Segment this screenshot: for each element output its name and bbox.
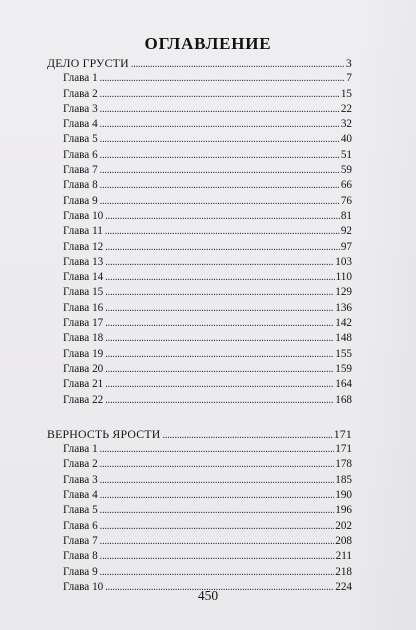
chapter-label: Глава 16 [63, 301, 104, 314]
chapter-label: Глава 9 [63, 565, 98, 578]
page-ref: 3 [345, 56, 352, 70]
toc-chapter-row [47, 209, 352, 224]
toc-chapter-row [47, 270, 352, 285]
dot-leader [105, 316, 334, 331]
page-ref: 66 [340, 179, 352, 192]
dot-leader [105, 377, 334, 392]
dot-leader [105, 393, 334, 408]
page-ref: 51 [340, 148, 352, 161]
dot-leader [100, 178, 340, 193]
toc-chapter-row [47, 565, 352, 580]
chapter-label: Глава 13 [63, 255, 104, 268]
toc-section [47, 427, 352, 595]
dot-leader [105, 240, 340, 255]
toc-chapter-row [47, 362, 352, 377]
dot-leader [105, 224, 340, 239]
page-ref: 171 [333, 426, 352, 441]
chapter-label: Глава 3 [63, 102, 98, 115]
dot-leader [131, 57, 345, 72]
chapter-label: Глава 10 [63, 209, 104, 222]
dot-leader [105, 347, 334, 362]
toc-chapter-row [47, 163, 352, 178]
page-ref: 202 [335, 519, 352, 532]
chapter-label: Глава 2 [63, 458, 98, 471]
chapter-label: Глава 8 [63, 550, 98, 563]
toc-chapter-row [47, 240, 352, 255]
dot-leader [105, 209, 340, 224]
chapter-label: Глава 9 [63, 194, 98, 207]
chapter-label: Глава 14 [63, 271, 104, 284]
toc-chapter-row [47, 194, 352, 209]
chapter-label: Глава 4 [63, 489, 98, 502]
page-ref: 103 [335, 255, 352, 268]
page-ref: 97 [340, 240, 352, 253]
chapter-label: Глава 12 [63, 240, 104, 253]
toc-part-row [47, 427, 352, 442]
page-ref: 136 [335, 301, 352, 314]
chapter-label: Глава 22 [63, 393, 104, 406]
dot-leader [100, 457, 335, 472]
toc-part-row [47, 56, 352, 71]
dot-leader [100, 534, 335, 549]
dot-leader [100, 117, 340, 132]
toc-chapter-row [47, 534, 352, 549]
dot-leader [100, 132, 340, 147]
page-ref: 218 [335, 565, 352, 578]
dot-leader [162, 428, 332, 443]
toc-chapter-row [47, 102, 352, 117]
chapter-label: Глава 5 [63, 504, 98, 517]
page-number: 450 [197, 588, 219, 603]
page-ref: 178 [335, 458, 352, 471]
page-ref: 155 [335, 347, 352, 360]
page-ref: 40 [340, 133, 352, 146]
part-title: ДЕЛО ГРУСТИ [47, 56, 129, 70]
toc-chapter-row [47, 473, 352, 488]
page-ref: 185 [335, 473, 352, 486]
dot-leader [100, 473, 335, 488]
page-ref: 76 [340, 194, 352, 207]
page-ref: 164 [335, 378, 352, 391]
toc-chapter-row [47, 549, 352, 564]
page-ref: 211 [335, 550, 352, 563]
toc-chapter-row [47, 393, 352, 408]
chapter-label: Глава 7 [63, 534, 98, 547]
dot-leader [100, 148, 340, 163]
toc-chapter-row [47, 377, 352, 392]
chapter-label: Глава 15 [63, 286, 104, 299]
page-ref: 224 [335, 580, 352, 593]
dot-leader [105, 362, 334, 377]
page-ref: 196 [335, 504, 352, 517]
chapter-label: Глава 7 [63, 164, 98, 177]
toc-chapter-row [47, 178, 352, 193]
toc-chapter-row [47, 316, 352, 331]
dot-leader [100, 565, 335, 580]
dot-leader [105, 285, 334, 300]
chapter-label: Глава 6 [63, 519, 98, 532]
toc-chapter-row [47, 132, 352, 147]
chapter-label: Глава 18 [63, 332, 104, 345]
page-ref: 129 [335, 286, 352, 299]
chapter-label: Глава 10 [63, 580, 104, 593]
chapter-label: Глава 1 [63, 72, 98, 85]
part-title: ВЕРНОСТЬ ЯРОСТИ [47, 426, 161, 441]
dot-leader [100, 503, 335, 518]
toc-chapter-row [47, 301, 352, 316]
chapter-label: Глава 8 [63, 179, 98, 192]
dot-leader [105, 331, 334, 346]
page-ref: 32 [340, 118, 352, 131]
dot-leader [100, 87, 340, 102]
page-ref: 142 [335, 317, 352, 330]
page-ref: 59 [340, 164, 352, 177]
dot-leader [100, 549, 335, 564]
chapter-label: Глава 21 [63, 378, 104, 391]
dot-leader [105, 255, 334, 270]
toc-section [47, 56, 352, 408]
dot-leader [105, 270, 334, 285]
dot-leader [100, 71, 346, 86]
page-ref: 168 [335, 393, 352, 406]
toc-chapter-row [47, 503, 352, 518]
dot-leader [100, 442, 335, 457]
toc-chapter-row [47, 331, 352, 346]
chapter-label: Глава 3 [63, 473, 98, 486]
dot-leader [100, 519, 335, 534]
dot-leader [105, 301, 334, 316]
page-ref: 110 [335, 271, 352, 284]
dot-leader [100, 194, 340, 209]
chapter-label: Глава 1 [63, 443, 98, 456]
chapter-label: Глава 19 [63, 347, 104, 360]
toc-chapter-row [47, 148, 352, 163]
toc-chapter-row [47, 457, 352, 472]
toc-chapter-row [47, 488, 352, 503]
toc-chapter-row [47, 71, 352, 86]
toc-chapter-row [47, 285, 352, 300]
page-ref: 15 [340, 87, 352, 100]
chapter-label: Глава 5 [63, 133, 98, 146]
table-of-contents [47, 56, 352, 595]
chapter-label: Глава 6 [63, 148, 98, 161]
toc-chapter-row [47, 519, 352, 534]
page-ref: 171 [335, 443, 352, 456]
dot-leader [100, 102, 340, 117]
chapter-label: Глава 4 [63, 118, 98, 131]
page-ref: 22 [340, 102, 352, 115]
page-ref: 190 [335, 489, 352, 502]
toc-chapter-row [47, 87, 352, 102]
chapter-label: Глава 11 [63, 225, 103, 238]
page-ref: 92 [340, 225, 352, 238]
page-ref: 148 [335, 332, 352, 345]
chapter-label: Глава 17 [63, 317, 104, 330]
toc-chapter-row [47, 224, 352, 239]
chapter-label: Глава 2 [63, 87, 98, 100]
page-title: ОГЛАВЛЕНИЕ [144, 34, 272, 53]
dot-leader [100, 488, 335, 503]
toc-chapter-row [47, 347, 352, 362]
dot-leader [100, 163, 340, 178]
page-ref: 159 [335, 362, 352, 375]
page-ref: 7 [346, 72, 352, 85]
page-ref: 208 [335, 534, 352, 547]
toc-chapter-row [47, 117, 352, 132]
toc-chapter-row [47, 255, 352, 270]
chapter-label: Глава 20 [63, 362, 104, 375]
page-ref: 81 [340, 209, 352, 222]
toc-chapter-row [47, 442, 352, 457]
